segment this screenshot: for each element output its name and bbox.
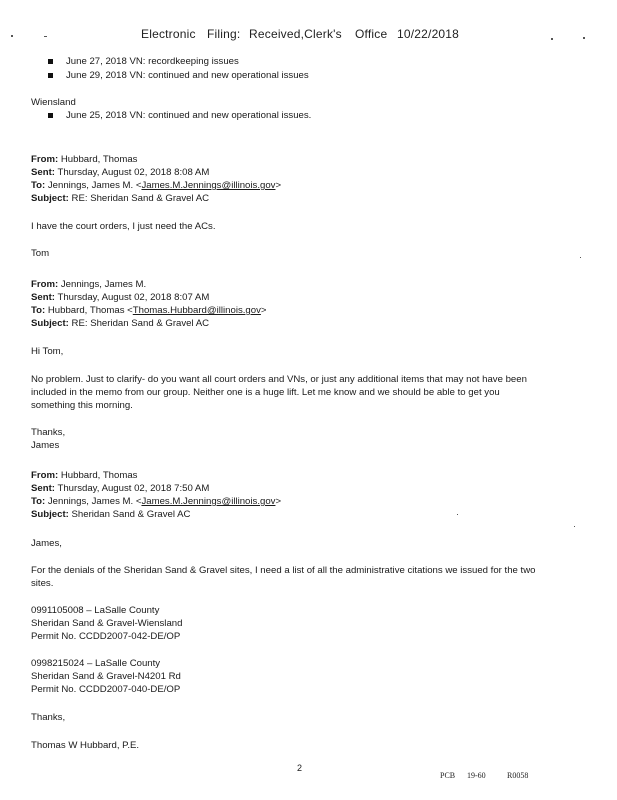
wiensland-heading: Wiensland: [31, 97, 76, 108]
email-paragraph-line: sites.: [31, 578, 54, 589]
sent-line: Sent: Thursday, August 02, 2018 8:08 AM: [31, 167, 210, 178]
footer-docket: 19-60: [467, 771, 486, 780]
email-paragraph-line: No problem. Just to clarify- do you want all court orders and VNs, or just any additional items that may not have been: [31, 374, 527, 385]
email-thanks-2: Thanks,: [31, 427, 66, 438]
header-electronic: Electronic: [141, 27, 196, 41]
to-line: To: Jennings, James M. <James.M.Jennings@illinois.gov>: [31, 496, 282, 507]
bullet-icon: [48, 59, 53, 64]
email-signoff-1: Tom: [31, 248, 50, 259]
site-line: Permit No. CCDD2007-042-DE/OP: [31, 631, 181, 642]
header-office: Office: [355, 27, 388, 41]
header-received: Received,Clerk's: [249, 27, 342, 41]
bullet-icon: [48, 73, 53, 78]
from-line: From: Hubbard, Thomas: [31, 470, 138, 481]
site-line: Permit No. CCDD2007-040-DE/OP: [31, 684, 181, 695]
subject-line: Subject: RE: Sheridan Sand & Gravel AC: [31, 318, 210, 329]
subject-line: Subject: Sheridan Sand & Gravel AC: [31, 509, 191, 520]
from-line: From: Hubbard, Thomas: [31, 154, 138, 165]
email-paragraph-line: something this morning.: [31, 400, 133, 411]
footer-record: R0058: [507, 771, 529, 780]
from-line: From: Jennings, James M.: [31, 279, 147, 290]
site-line: 0998215024 – LaSalle County: [31, 658, 161, 669]
sent-line: Sent: Thursday, August 02, 2018 8:07 AM: [31, 292, 210, 303]
email-link[interactable]: James.M.Jennings@illinois.gov: [141, 180, 276, 191]
bullet-icon: [48, 113, 53, 118]
email-greeting-2: Hi Tom,: [31, 346, 64, 357]
header-filing: Filing:: [207, 27, 241, 41]
email-body-1: I have the court orders, I just need the ACs.: [31, 221, 216, 232]
email-link[interactable]: Thomas.Hubbard@illinois.gov: [132, 305, 261, 316]
email-thanks-3: Thanks,: [31, 712, 66, 723]
email-signoff-2: James: [31, 440, 60, 451]
list-item: June 29, 2018 VN: continued and new operational issues: [66, 70, 309, 81]
sent-line: Sent: Thursday, August 02, 2018 7:50 AM: [31, 483, 210, 494]
email-greeting-3: James,: [31, 538, 62, 549]
email-signoff-3: Thomas W Hubbard, P.E.: [31, 740, 140, 751]
site-line: 0991105008 – LaSalle County: [31, 605, 160, 616]
header-date: 10/22/2018: [397, 27, 460, 41]
page-number: 2: [297, 763, 303, 773]
email-paragraph-line: included in the memo from our group. Neither one is a huge lift. Let me know and we should be able to get you: [31, 387, 500, 398]
footer-pcb: PCB: [440, 771, 456, 780]
to-line: To: Jennings, James M. <James.M.Jennings@illinois.gov>: [31, 180, 282, 191]
subject-line: Subject: RE: Sheridan Sand & Gravel AC: [31, 193, 210, 204]
list-item: June 27, 2018 VN: recordkeeping issues: [66, 56, 239, 67]
site-line: Sheridan Sand & Gravel-Wiensland: [31, 618, 183, 629]
email-link[interactable]: James.M.Jennings@illinois.gov: [141, 496, 276, 507]
email-paragraph-line: For the denials of the Sheridan Sand & Gravel sites, I need a list of all the administrative citations we issued for the two: [31, 565, 536, 576]
site-line: Sheridan Sand & Gravel-N4201 Rd: [31, 671, 181, 682]
list-item: June 25, 2018 VN: continued and new operational issues.: [66, 110, 312, 121]
to-line: To: Hubbard, Thomas <Thomas.Hubbard@illinois.gov>: [31, 305, 267, 316]
